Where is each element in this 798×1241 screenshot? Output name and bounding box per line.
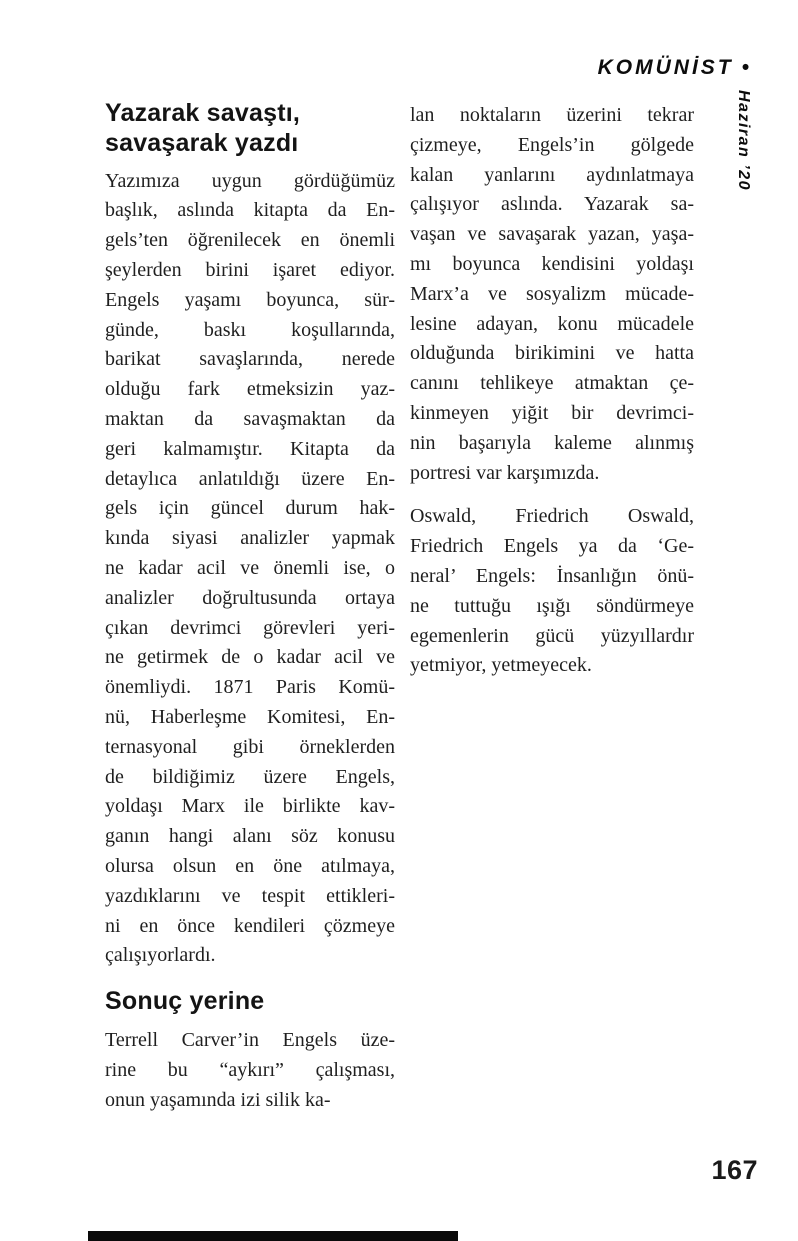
- text-line: olduğunda birikimini ve hatta: [410, 342, 694, 365]
- text-line: analizler doğrultusunda ortaya: [105, 586, 395, 609]
- text-line: çalışıyor aslında. Yazarak sa-: [410, 193, 694, 216]
- text-line: günde, baskı koşullarında,: [105, 318, 395, 341]
- text-line: Yazımıza uygun gördüğümüz: [105, 169, 395, 192]
- paragraph-body: [105, 1026, 395, 1115]
- text-line: barikat savaşlarında, nerede: [105, 348, 395, 371]
- text-line: Friedrich Engels ya da ‘Ge-: [410, 535, 694, 558]
- text-line: rine bu “aykırı” çalışması,: [105, 1058, 395, 1081]
- text-line: Engels yaşamı boyunca, sür-: [105, 288, 395, 311]
- text-line: egemenlerin gücü yüzyıllardır: [410, 624, 694, 647]
- text-line: mı boyunca kendisini yoldaşı: [410, 252, 694, 275]
- text-line: lesine adayan, konu mücadele: [410, 312, 694, 335]
- text-line: gels’ten öğrenilecek en önemli: [105, 229, 395, 252]
- text-line: kinmeyen yiğit bir devrimci-: [410, 401, 694, 424]
- text-line: neral’ Engels: İnsanlığın önü-: [410, 564, 694, 587]
- text-line: olursa olsun en öne atılmaya,: [105, 854, 395, 877]
- text-line: ne tuttuğu ışığı söndürmeye: [410, 594, 694, 617]
- text-line: de bildiğimiz üzere Engels,: [105, 765, 395, 788]
- text-line: şeylerden birini işaret ediyor.: [105, 258, 395, 281]
- paragraph-body: [105, 167, 395, 972]
- article-heading: [105, 99, 395, 159]
- text-line: Yazarak savaştı,: [105, 99, 301, 127]
- text-line: vaşan ve savaşarak yazan, yaşa-: [410, 223, 694, 246]
- text-line: portresi var karşımızda.: [410, 461, 600, 484]
- text-line: ganın hangi alanı söz konusu: [105, 825, 395, 848]
- text-line: ne getirmek de o kadar acil ve: [105, 646, 395, 669]
- issue-label-vertical: Haziran ’20: [735, 90, 752, 191]
- right-column: [410, 101, 694, 695]
- text-line: yazdıklarını ve tespit ettikleri-: [105, 884, 395, 907]
- text-line: geri kalmamıştır. Kitapta da: [105, 437, 395, 460]
- text-line: olduğu fark etmeksizin yaz-: [105, 378, 395, 401]
- text-line: Marx’a ve sosyalizm mücade-: [410, 282, 694, 305]
- text-line: maktan da savaşmaktan da: [105, 407, 395, 430]
- text-line: ni en önce kendileri çözmeye: [105, 914, 395, 937]
- left-column: [105, 99, 395, 1130]
- page-number: 167: [711, 1155, 758, 1185]
- text-line: yetmiyor, yetmeyecek.: [410, 654, 592, 677]
- section-heading: Sonuç yerine: [105, 987, 265, 1016]
- text-line: ne kadar acil ve önemli ise, o: [105, 556, 395, 579]
- text-line: çıkan devrimci görevleri yeri-: [105, 616, 395, 639]
- text-line: çizmeye, Engels’in gölgede: [410, 133, 694, 156]
- paragraph-body: [410, 502, 694, 681]
- text-line: kalan yanlarını aydınlatmaya: [410, 163, 694, 186]
- text-line: önemliydi. 1871 Paris Komü-: [105, 676, 395, 699]
- text-line: yoldaşı Marx ile birlikte kav-: [105, 795, 395, 818]
- text-line: çalışıyorlardı.: [105, 944, 216, 967]
- header-bullet-icon: •: [741, 56, 749, 79]
- bottom-edge-bar: [88, 1231, 458, 1241]
- text-line: başlık, aslında kitapta da En-: [105, 199, 395, 222]
- text-line: gels için güncel durum hak-: [105, 497, 395, 520]
- text-line: nin başarıyla kaleme alınmış: [410, 431, 694, 454]
- paragraph-body: [410, 101, 694, 488]
- text-line: onun yaşamında izi silik ka-: [105, 1088, 331, 1111]
- text-line: lan noktaların üzerini tekrar: [410, 104, 694, 126]
- text-line: detaylıca anlatıldığı üzere En-: [105, 467, 395, 490]
- magazine-title: KOMÜNİST: [597, 56, 734, 79]
- text-line: ternasyonal gibi örneklerden: [105, 735, 395, 758]
- text-line: savaşarak yazdı: [105, 128, 299, 157]
- text-line: kında siyasi analizler yapmak: [105, 527, 395, 550]
- page-header: [598, 56, 749, 80]
- text-line: Oswald, Friedrich Oswald,: [410, 505, 694, 528]
- text-line: canını tehlikeye atmaktan çe-: [410, 372, 694, 395]
- text-line: nü, Haberleşme Komitesi, En-: [105, 705, 395, 728]
- text-line: Terrell Carver’in Engels üze-: [105, 1029, 395, 1052]
